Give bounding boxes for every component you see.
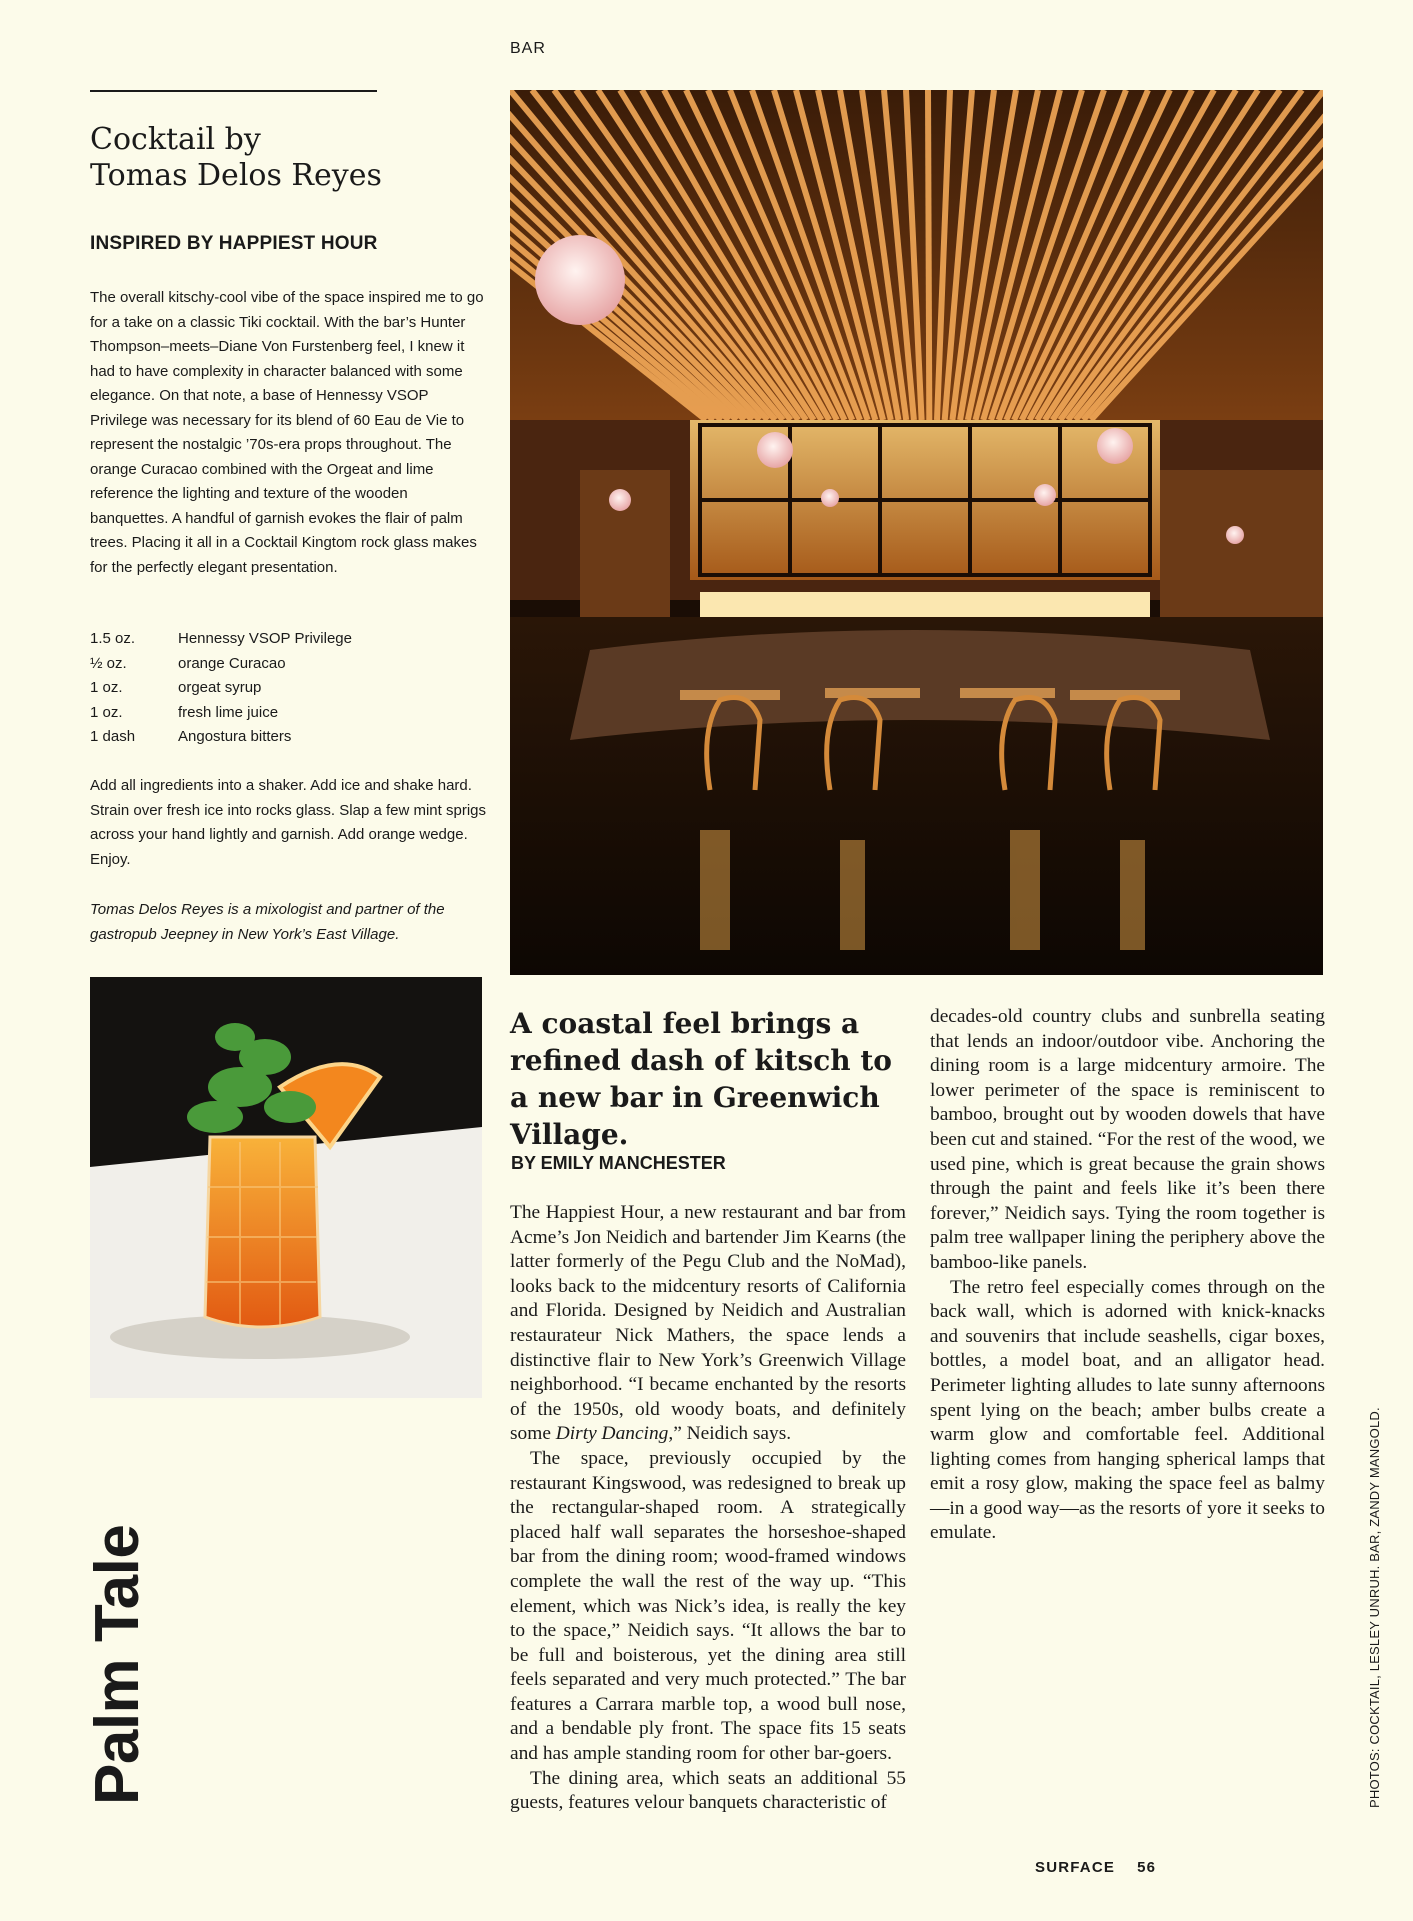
recipe-item (90, 676, 486, 701)
ceiling-slat (928, 90, 929, 420)
cocktail-intro: The overall kitschy-cool vibe of the space inspired me to go for a take on a classic Tiki cocktail. With the bar’s Hunter Thompson–meets–Diane Von Furstenberg feel, I knew it had to have complexity in character balanced with some elegance. On that note, a base of Hennessy VSOP Privilege was necessary for its blend of 60 Eau de Vie to represent the nostalgic ’70s-era props throughout. The orange Curacao combined with the Orgeat and lime reference the lighting and texture of the wooden banquettes. A handful of garnish evokes the flair of palm trees. Placing it all in a Cocktail Kingtom rock glass makes for the perfectly elegant presentation. (90, 289, 484, 576)
cocktail-illustration (90, 977, 482, 1398)
feature-title: Palm Tale (83, 1524, 152, 1805)
recipe-amount: ½ oz. (90, 654, 127, 672)
cocktail-title (90, 122, 420, 194)
cocktail-title-line1: Cocktail by (90, 122, 261, 157)
sidebar-rule (90, 90, 377, 92)
recipe-ingredient: orange Curacao (178, 654, 286, 672)
recipe-amount: 1.5 oz. (90, 630, 136, 647)
recipe-amount: 1 oz. (90, 679, 123, 696)
section-label: BAR (510, 40, 546, 57)
cocktail-photo (90, 977, 482, 1398)
recipe-ingredient: orgeat syrup (178, 679, 262, 696)
recipe-item (90, 725, 486, 750)
recipe-item (90, 627, 486, 652)
article-column-2 (930, 1005, 1325, 1546)
recipe-ingredient: Angostura bitters (178, 728, 292, 745)
article-paragraph-continued: decades-old country clubs and sunbrella seating that lends an indoor/outdoor vibe. Anchoring the dining room is a large midcentury armoire. The lower perimeter of the space is reminiscent to bamboo, brought out by wooden dowels that have been cut and stained. “For the rest of the wood, we used pine, which is great because the grain shows through the paint and feels like it’s been there forever,” Neidich says. Tying the room together is palm tree wallpaper lining the periphery above the bamboo-like panels. (930, 1006, 1325, 1273)
article-paragraph: The dining area, which seats an additional 55 guests, features velour banquets characteristic of (510, 1767, 906, 1814)
bar-interior-illustration (510, 90, 1323, 975)
cocktail-title-line2: Tomas Delos Reyes (90, 158, 382, 193)
article-paragraph: The space, previously occupied by the restaurant Kingswood, was redesigned to break up the rectangular-shaped room. A strategically placed half wall separates the horseshoe-shaped bar from the dining room; wood-framed windows complete the wall the rest of the way up. “This element, which was Nick’s idea, is really the key to the space,” Neidich says. “It allows the bar to be full and boisterous, yet the dining area still feels separated and very much protected.” The bar features a Carrara marble top, a wood bull nose, and a bendable ply front. The space fits 15 seats and has ample standing room for other bar-goers. (510, 1447, 906, 1765)
bar-interior-photo (510, 90, 1323, 975)
article-paragraph (510, 1201, 906, 1447)
mixologist-bio: Tomas Delos Reyes is a mixologist and partner of the gastropub Jeepney in New York’s East Village. (90, 901, 445, 943)
recipe-amount: 1 dash (90, 728, 136, 745)
recipe-amount: 1 oz. (90, 703, 123, 721)
recipe-item (90, 701, 486, 726)
article-column-1 (510, 1201, 906, 1816)
recipe-ingredient: fresh lime juice (178, 703, 279, 721)
article-byline: BY EMILY MANCHESTER (511, 1153, 726, 1173)
cocktail-subhead: INSPIRED BY HAPPIEST HOUR (90, 233, 378, 254)
recipe-list (90, 627, 486, 750)
article-paragraph: The retro feel especially comes through on the back wall, which is adorned with knick-knacks and souvenirs that include seashells, cigar boxes, bottles, a model boat, and an alligator head. Perimeter lighting alludes to late sunny afternoons spent lying on the beach; amber bulbs create a warm glow and comfortable feel. Additional lighting comes from hanging spherical lamps that emit a rosy glow, making the space feel as balmy—in a good way—as the resorts of yore it seeks to emulate. (930, 1276, 1325, 1544)
magazine-name: SURFACE (1035, 1859, 1116, 1876)
film-title: Dirty Dancing (555, 1423, 669, 1445)
recipe-item (90, 652, 486, 677)
paragraph-text: The Happiest Hour, a new restaurant and bar from Acme’s Jon Neidich and bartender Jim Kearns (the latter formerly of the Pegu Club and the NoMad), looks back to the midcentury resorts of California and Florida. Designed by Neidich and Australian restaurateur Nick Mathers, the space lends a distinctive flair to New York’s Greenwich Village neighborhood. “I became enchanted by the resorts of the 1950s, old woody boats, and definitely some (510, 1202, 906, 1445)
paragraph-text: ,” Neidich says. (668, 1423, 792, 1445)
article-headline: A coastal feel brings a refined dash of kitsch to a new bar in Greenwich Village. (510, 1007, 892, 1151)
recipe-method: Add all ingredients into a shaker. Add ice and shake hard. Strain over fresh ice into rocks glass. Slap a few mint sprigs across your hand lightly and garnish. Add orange wedge. Enjoy. (90, 777, 486, 868)
recipe-ingredient: Hennessy VSOP Privilege (178, 630, 352, 647)
photo-credits: PHOTOS: COCKTAIL, LESLEY UNRUH. BAR, ZANDY MANGOLD. (1367, 1407, 1382, 1808)
folio (1035, 1859, 1178, 1876)
page-number: 56 (1137, 1859, 1157, 1876)
